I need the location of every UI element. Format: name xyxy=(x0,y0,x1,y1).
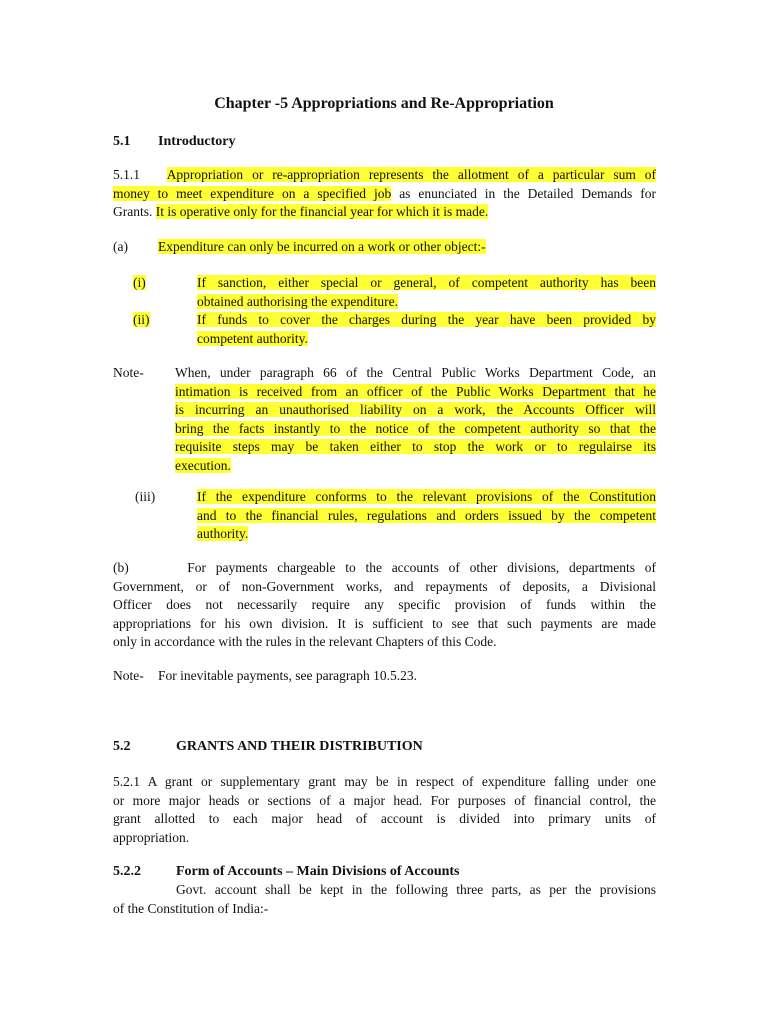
paragraph-text: For payments chargeable to the accounts of other divisions, departments of xyxy=(187,560,657,575)
item-label-ii xyxy=(133,311,150,330)
paragraph-line: appropriations for his own division. It is sufficient to see that such payments are made xyxy=(113,615,656,631)
highlighted-text: obtained authorising the expenditure. xyxy=(197,293,398,309)
paragraph-line: When, under paragraph 66 of the Central Public Works Department Code, an xyxy=(175,365,656,380)
section-heading-form-of-accounts: Form of Accounts – Main Divisions of Accounts xyxy=(176,864,460,879)
paragraph-line xyxy=(197,525,656,544)
highlighted-text: money to meet expenditure on a specified job xyxy=(113,185,392,201)
highlighted-label: (i) xyxy=(133,275,146,290)
paragraph-line xyxy=(175,457,656,476)
note-text: For inevitable payments, see paragraph 10.5.23. xyxy=(158,668,418,683)
item-label-a: (a) xyxy=(113,239,128,254)
highlighted-text: bring the facts instantly to the notice of the competent authority so that the xyxy=(175,420,656,436)
paragraph-line xyxy=(113,185,656,204)
note-text xyxy=(175,364,656,475)
highlighted-text: If sanction, either special or general, of competent authority has been xyxy=(197,275,656,290)
paragraph-line: Govt. account shall be kept in the following three parts, as per the provisions xyxy=(176,882,656,897)
paragraph-line xyxy=(175,420,656,439)
paragraph-line: appropriation. xyxy=(113,829,190,845)
paragraph-line: 5.2.1 A grant or supplementary grant may be in respect of expenditure falling under one xyxy=(113,774,656,789)
item-label-b: (b) xyxy=(113,560,129,575)
highlighted-text: is incurring an unauthorised liability on a work, the Accounts Officer will xyxy=(175,402,656,417)
highlighted-text: competent authority. xyxy=(197,330,308,346)
paragraph-line: of the Constitution of India:- xyxy=(113,900,269,916)
highlighted-text: If the expenditure conforms to the relevant provisions of the Constitution xyxy=(197,489,656,504)
paragraph-b xyxy=(113,559,656,652)
section-number-5-2: 5.2 xyxy=(113,739,131,754)
item-label-i xyxy=(133,274,146,293)
paragraph-5-2-1 xyxy=(113,773,656,847)
highlighted-text: If funds to cover the charges during the year have been provided by xyxy=(197,312,656,327)
paragraph-line xyxy=(197,330,656,349)
paragraph-line xyxy=(113,166,656,185)
highlighted-text: Expenditure can only be incurred on a work or other object:- xyxy=(158,239,486,254)
highlighted-text: intimation is received from an officer of the Public Works Department that he xyxy=(175,383,656,399)
highlighted-text: execution. xyxy=(175,457,231,473)
section-number-5-1: 5.1 xyxy=(113,134,131,149)
note-label: Note- xyxy=(113,668,144,683)
item-text-iii xyxy=(197,488,656,544)
paragraph-5-1-1 xyxy=(113,166,656,222)
highlighted-label: (ii) xyxy=(133,312,150,327)
paragraph-number: 5.1.1 xyxy=(113,167,140,182)
highlighted-text: requisite steps may be taken either to stop the work or to regulairse its xyxy=(175,439,656,454)
section-number-5-2-2: 5.2.2 xyxy=(113,864,141,879)
paragraph-line xyxy=(197,488,656,507)
item-text-ii xyxy=(197,311,656,348)
paragraph-line xyxy=(197,293,656,312)
section-heading-introductory: Introductory xyxy=(158,134,236,149)
highlighted-text: authority. xyxy=(197,526,249,541)
item-text-a xyxy=(158,238,486,257)
note-label: Note- xyxy=(113,365,144,380)
paragraph-line xyxy=(175,401,656,420)
paragraph-line xyxy=(175,438,656,457)
paragraph-line xyxy=(175,383,656,402)
paragraph-line xyxy=(113,203,656,222)
paragraph-line: Officer does not necessarily require any specific provision of funds within the xyxy=(113,597,656,612)
paragraph-5-2-2 xyxy=(113,881,656,918)
paragraph-line xyxy=(197,274,656,293)
paragraph-text: as enunciated in the Detailed Demands for xyxy=(391,185,656,201)
paragraph-line: only in accordance with the rules in the relevant Chapters of this Code. xyxy=(113,634,497,649)
item-label-iii: (iii) xyxy=(135,489,156,504)
highlighted-text: and to the financial rules, regulations and orders issued by the competent xyxy=(197,507,656,523)
paragraph-line xyxy=(197,311,656,330)
paragraph-line: or more major heads or sections of a major head. For purposes of financial control, the xyxy=(113,792,656,808)
highlighted-text: Appropriation or re-appropriation represents the allotment of a particular sum of xyxy=(166,167,656,182)
paragraph-line: grant allotted to each major head of account is divided into primary units of xyxy=(113,811,656,826)
section-heading-grants: GRANTS AND THEIR DISTRIBUTION xyxy=(176,739,423,754)
paragraph-text: Grants. xyxy=(113,204,156,219)
item-text-i xyxy=(197,274,656,311)
paragraph-line xyxy=(113,559,656,578)
highlighted-text: It is operative only for the financial year for which it is made. xyxy=(155,204,489,219)
chapter-title: Chapter -5 Appropriations and Re-Appropriation xyxy=(214,95,554,112)
paragraph-line: Government, or of non-Government works, and repayments of deposits, a Divisional xyxy=(113,578,656,594)
paragraph-line xyxy=(197,507,656,526)
